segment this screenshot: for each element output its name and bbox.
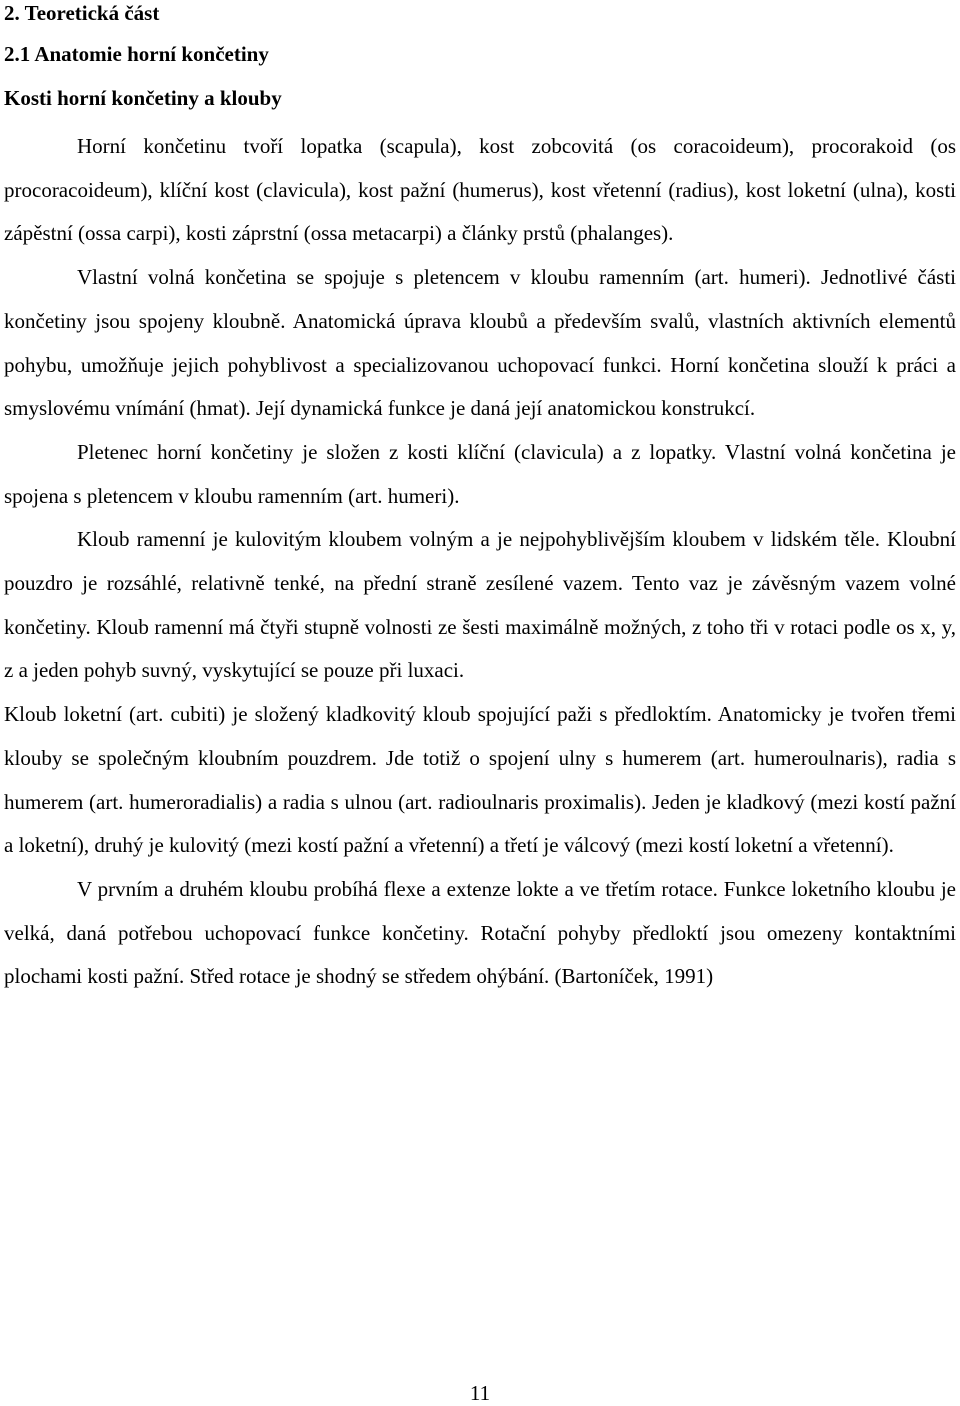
paragraph-free-limb: Vlastní volná končetina se spojuje s pletencem v kloubu ramenním (art. humeri). Jednotlivé části končetiny jsou spojeny kloubně. Anatomická úprava kloubů a především svalů, vlastních aktivních elementů pohybu, umožňuje jejich pohyblivost a specializovanou uchopovací funkci. Horní končetina slouží k práci a smyslovému vnímání (hmat). Její dynamická funkce je daná její anatomickou konstrukcí. xyxy=(4,265,956,421)
paragraph-shoulder-girdle: Pletenec horní končetiny je složen z kosti klíční (clavicula) a z lopatky. Vlastní volná končetina je spojena s pletencem v kloubu ramenním (art. humeri). xyxy=(4,439,956,508)
paragraph-elbow-function: V prvním a druhém kloubu probíhá flexe a extenze lokte a ve třetím rotace. Funkce loketního kloubu je velká, daná potřebou uchopovací funkce končetiny. Rotační pohyby předloktí jsou omezeny kontaktními plochami kosti pažní. Střed rotace je shodný se středem ohýbání. (Bartoníček, 1991) xyxy=(4,876,956,989)
page-number: 11 xyxy=(469,1381,491,1405)
paragraph-elbow-joint: Kloub loketní (art. cubiti) je složený kladkovitý kloub spojující paži s předloktím. Anatomicky je tvořen třemi klouby se společným kloubním pouzdrem. Jde totiž o spojení ulny s humerem (art. humeroulnaris), radia s humerem (art. humeroradialis) a radia s ulnou (art. radioulnaris proximalis). Jeden je kladkový (mezi kostí pažní a loketní), druhý je kulovitý (mezi kostí pažní a vřetenní) a třetí je válcový (mezi kostí loketní a vřetenní). xyxy=(4,702,956,858)
body-text xyxy=(4,125,956,999)
document-page xyxy=(4,0,956,999)
chapter-heading: 2. Teoretická část xyxy=(4,1,160,25)
paragraph-shoulder-joint: Kloub ramenní je kulovitým kloubem volným a je nejpohyblivějším kloubem v lidském těle. Kloubní pouzdro je rozsáhlé, relativně tenké, na přední straně zesílené vazem. Tento vaz je závěsným vazem volné končetiny. Kloub ramenní má čtyři stupně volnosti ze šesti maximálně možných, z toho tři v rotaci podle os x, y, z a jeden pohyb suvný, vyskytující se pouze při luxaci. xyxy=(4,527,956,683)
subsection-heading: Kosti horní končetiny a klouby xyxy=(4,86,282,110)
section-heading: 2.1 Anatomie horní končetiny xyxy=(4,42,269,66)
paragraph-bones: Horní končetinu tvoří lopatka (scapula), kost zobcovitá (os coracoideum), procorakoid (os procoracoideum), klíční kost (clavicula), kost pažní (humerus), kost vřetenní (radius), kost loketní (ulna), kosti zápěstní (ossa carpi), kosti záprstní (ossa metacarpi) a články prstů (phalanges). xyxy=(4,134,956,246)
